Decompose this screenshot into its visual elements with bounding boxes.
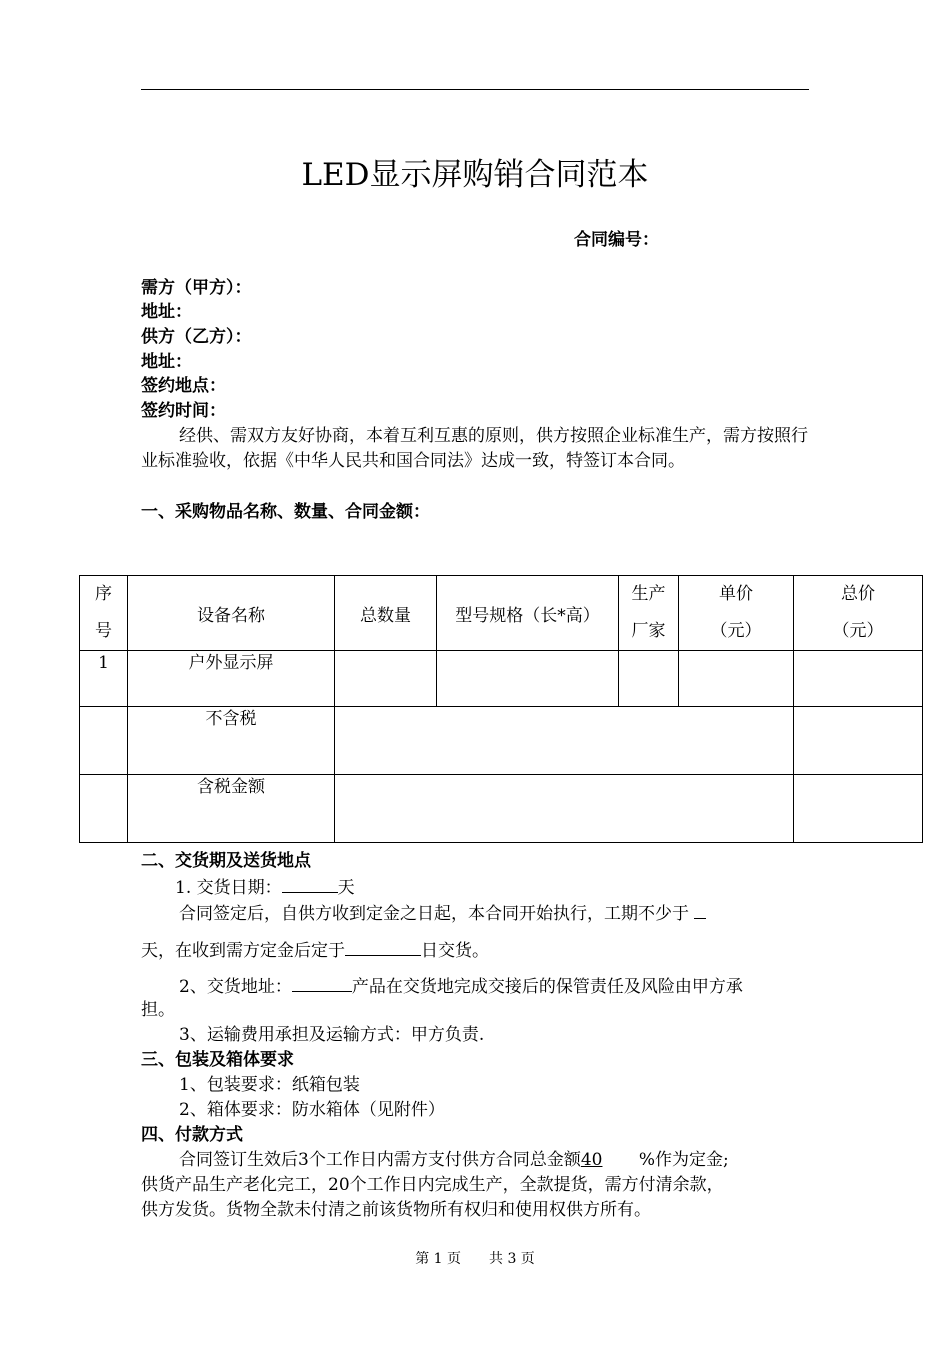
excl-tax-seq <box>80 707 128 775</box>
delivery-place-line: 2、交货地址： 产品在交货地完成交接后的保管责任及风险由甲方承 <box>179 973 743 999</box>
header-unit-price: 单价 （元） <box>679 576 794 651</box>
header-total-price: 总价 （元） <box>794 576 923 651</box>
delivery-place-line2: 担。 <box>141 1000 175 1020</box>
delivery-place-blank <box>292 973 352 992</box>
document-title: LED显示屏购销合同范本 <box>301 157 649 193</box>
section1-heading: 一、采购物品名称、数量、合同金额： <box>141 502 430 522</box>
row-total-price <box>794 651 923 707</box>
row-unit-price <box>679 651 794 707</box>
row-spec <box>437 651 619 707</box>
row-name: 户外显示屏 <box>128 651 335 707</box>
header-rule <box>141 89 809 90</box>
delivery-date-blank <box>345 937 421 956</box>
header-qty: 总数量 <box>335 576 437 651</box>
row-maker <box>619 651 679 707</box>
header-maker: 生产 厂家 <box>619 576 679 651</box>
section4-heading: 四、付款方式 <box>141 1125 243 1145</box>
incl-tax-seq <box>80 775 128 843</box>
header-name: 设备名称 <box>128 576 335 651</box>
buyer-label: 需方（甲方）： <box>141 278 252 298</box>
payment-line2: 供货产品生产老化完工，20个工作日内完成生产，全款提货，需方付清余款， <box>141 1175 724 1195</box>
incl-tax-label: 含税金额 <box>128 775 335 843</box>
items-table <box>79 575 923 843</box>
row-seq: 1 <box>80 651 128 707</box>
excl-tax-row <box>80 707 923 775</box>
incl-tax-total <box>794 775 923 843</box>
delivery-days-blank <box>282 874 338 893</box>
seller-label: 供方（乙方）： <box>141 327 252 347</box>
header-seq: 序 号 <box>80 576 128 651</box>
cabinet-line: 2、箱体要求：防水箱体（见附件） <box>179 1100 445 1120</box>
table-header-row <box>80 576 923 651</box>
buyer-address-label: 地址： <box>141 302 192 322</box>
packaging-line: 1、包装要求：纸箱包装 <box>179 1075 360 1095</box>
transport-line: 3、运输费用承担及运输方式：甲方负责. <box>179 1025 485 1045</box>
clause1-line1: 合同签定后，自供方收到定金之日起，本合同开始执行，工期不少于 <box>179 900 706 926</box>
delivery-date-line: 1. 交货日期： 天 <box>175 874 355 900</box>
work-days-blank <box>694 900 706 919</box>
header-spec: 型号规格（长*高） <box>437 576 619 651</box>
excl-tax-label: 不含税 <box>128 707 335 775</box>
table-row <box>80 651 923 707</box>
intro-paragraph: 经供、需双方友好协商，本着互利互惠的原则，供方按照企业标准生产，需方按照行业标准验收，依据《中华人民共和国合同法》达成一致，特签订本合同。 <box>141 426 808 471</box>
clause1-line2: 天，在收到需方定金后定于 日交货。 <box>141 937 489 963</box>
deposit-percent: 40 <box>580 1150 603 1170</box>
page-footer: 第 1 页 共 3 页 <box>415 1251 535 1267</box>
payment-line3: 供方发货。货物全款未付清之前该货物所有权归和使用权供方所有。 <box>141 1200 651 1220</box>
excl-tax-amount <box>335 707 794 775</box>
payment-line1: 合同签订生效后3个工作日内需方支付供方合同总金额40 %作为定金; <box>179 1150 729 1170</box>
excl-tax-total <box>794 707 923 775</box>
sign-time-label: 签约时间： <box>141 401 226 421</box>
incl-tax-row <box>80 775 923 843</box>
sign-place-label: 签约地点： <box>141 376 226 396</box>
section2-heading: 二、交货期及送货地点 <box>141 851 311 871</box>
incl-tax-amount <box>335 775 794 843</box>
contract-number-label: 合同编号： <box>574 230 659 250</box>
seller-address-label: 地址： <box>141 352 192 372</box>
row-qty <box>335 651 437 707</box>
section3-heading: 三、包装及箱体要求 <box>141 1050 294 1070</box>
